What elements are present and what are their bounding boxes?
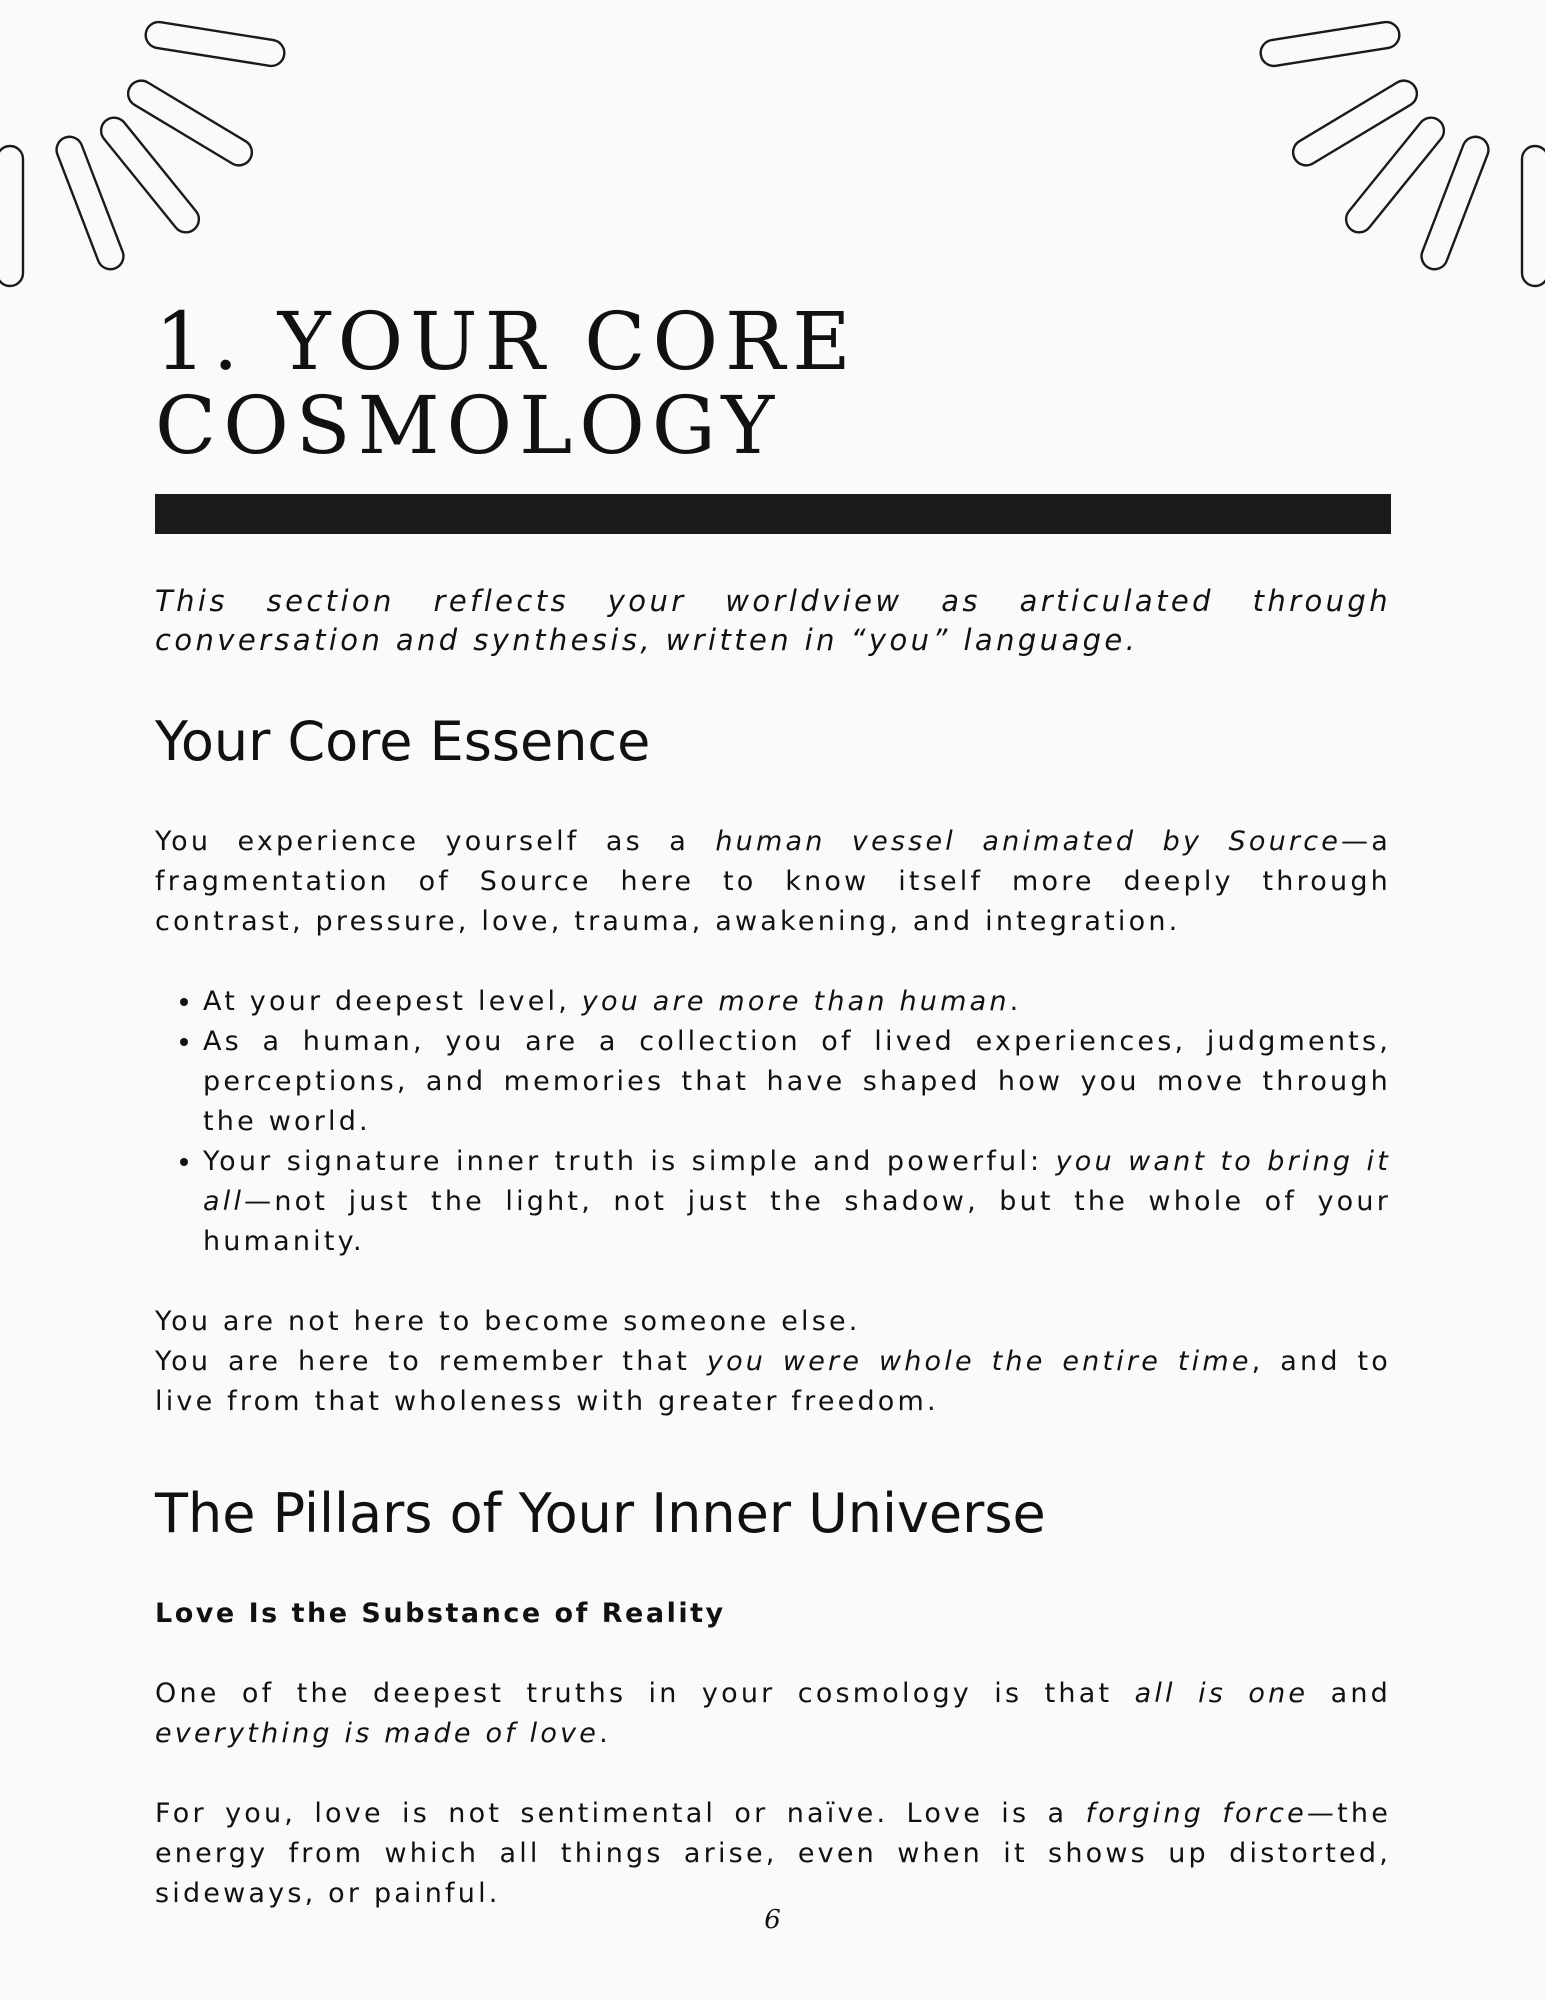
list-item: • As a human, you are a collection of lived experiences, judgments, perceptions, and memories that have shaped how you move through the world. [203,1022,1391,1142]
list-item: • Your signature inner truth is simple and powerful: you want to bring it all—not just the light, not just the shadow, but the whole of your humanity. [203,1142,1391,1262]
title-divider-bar [155,494,1391,534]
section-intro: This section reflects your worldview as articulated through conversation and synthesis, written in “you” language. [155,584,1391,657]
page-content [155,295,1392,1914]
sunburst-decoration-left [0,0,300,300]
pillars-paragraph-2: For you, love is not sentimental or naïve. Love is a forging force—the energy from which all things arise, even when it shows up distorted, sideways, or painful. [155,1798,1392,1909]
essence-bullet-list [155,982,1391,1262]
pillars-paragraph-1: One of the deepest truths in your cosmology is that all is one and everything is made of love. [155,1678,1391,1749]
chapter-title-line-2: COSMOLOGY [155,379,782,472]
list-item: • At your deepest level, you are more than human. [203,982,1391,1022]
essence-paragraph-1: You experience yourself as a human vessel animated by Source—a fragmentation of Source here to know itself more deeply through contrast, pressure, love, trauma, awakening, and integration. [155,826,1391,937]
heading-core-essence: Your Core Essence [155,710,651,773]
page-number: 6 [764,1905,781,1935]
chapter-title [155,295,1391,472]
essence-paragraph-2: You are not here to become someone else. You are here to remember that you were whole the entire time, and to live from that wholeness with greater freedom. [155,1306,1391,1417]
chapter-title-line-1: 1. YOUR CORE [155,295,858,388]
subheading-love: Love Is the Substance of Reality [155,1598,726,1629]
heading-pillars: The Pillars of Your Inner Universe [155,1482,1046,1545]
sunburst-decoration-right [1245,0,1545,300]
